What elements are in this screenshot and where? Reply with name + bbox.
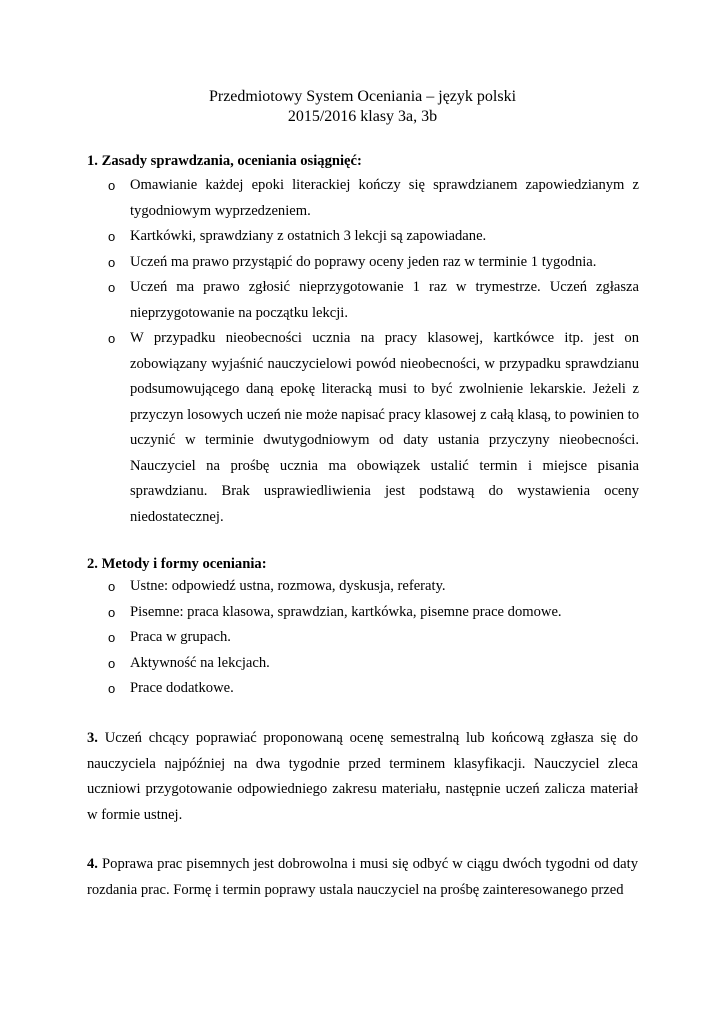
bullet-icon: o (108, 254, 116, 270)
section-2-heading: 2. Metody i formy oceniania: (87, 556, 267, 572)
bullet-icon: o (108, 280, 116, 295)
list-item: o W przypadku nieobecności ucznia na pracy klasowej, kartkówce itp. jest on zobowiązany wyjaśnić nauczycielowi powód nieobecności, w przypadku sprawdzianu podsumowującego daną epokę literacką musi to być zwolnienie lekarskie. Jeżeli z przyczyn losowych uczeń nie może napisać pracy klasowej z całą klasą, to powinien to uczynić w terminie dwutygodniowym od daty ustania przyczyny nieobecności. Nauczyciel na prośbę ucznia ma obowiązek ustalić termin i miejsce pisania sprawdzianu. Brak usprawiedliwienia jest podstawą do wystawienia oceny niedostatecznej. (0, 326, 639, 530)
section-3-number: 3. (87, 730, 98, 746)
section-2-list (0, 574, 725, 702)
title-line-2: 2015/2016 klasy 3a, 3b (287, 108, 438, 125)
bullet-icon: o (108, 579, 116, 594)
title-line-1: Przedmiotowy System Oceniania – język polski (208, 88, 517, 105)
list-item: o Prace dodatkowe. (0, 676, 639, 702)
bullet-icon: o (108, 229, 116, 244)
list-item: o Ustne: odpowiedź ustna, rozmowa, dyskusja, referaty. (0, 574, 639, 600)
section-4-text: Poprawa prac pisemnych jest dobrowolna i musi się odbyć w ciągu dwóch tygodni od daty rozdania prac. Formę i termin poprawy ustala nauczyciel na prośbę zainteresowanego przed (87, 856, 638, 898)
section-3-paragraph (87, 726, 638, 828)
list-item: o Omawianie każdej epoki literackiej kończy się sprawdzianem zapowiedzianym z tygodniowym wyprzedzeniem. (0, 173, 639, 224)
list-item: o Uczeń ma prawo zgłosić nieprzygotowanie 1 raz w trymestrze. Uczeń zgłasza nieprzygotowanie na początku lekcji. (0, 275, 639, 326)
section-1-heading: 1. Zasady sprawdzania, oceniania osiągnięć: (87, 153, 362, 169)
bullet-icon: o (108, 331, 116, 346)
list-item: o Praca w grupach. (0, 625, 639, 651)
bullet-icon: o (108, 604, 116, 620)
bullet-icon: o (108, 681, 116, 696)
list-item: o Kartkówki, sprawdziany z ostatnich 3 lekcji są zapowiadane. (0, 224, 639, 250)
bullet-icon: o (108, 655, 116, 671)
bullet-icon: o (108, 630, 116, 645)
section-4-paragraph (87, 852, 638, 903)
bullet-icon: o (108, 178, 116, 193)
list-item: o Uczeń ma prawo przystąpić do poprawy oceny jeden raz w terminie 1 tygodnia. (0, 250, 639, 276)
list-item: o Pisemne: praca klasowa, sprawdzian, kartkówka, pisemne prace domowe. (0, 600, 639, 626)
section-3-text: Uczeń chcący poprawiać proponowaną ocenę semestralną lub końcową zgłasza się do nauczyciela najpóźniej na dwa tygodnie przed terminem klasyfikacji. Nauczyciel zleca uczniowi przygotowanie odpowiedniego zakresu materiału, następnie uczeń zalicza materiał w formie ustnej. (87, 730, 638, 823)
section-1-list (0, 173, 725, 530)
document-title (0, 87, 725, 127)
list-item: o Aktywność na lekcjach. (0, 651, 639, 677)
section-4-number: 4. (87, 856, 98, 872)
